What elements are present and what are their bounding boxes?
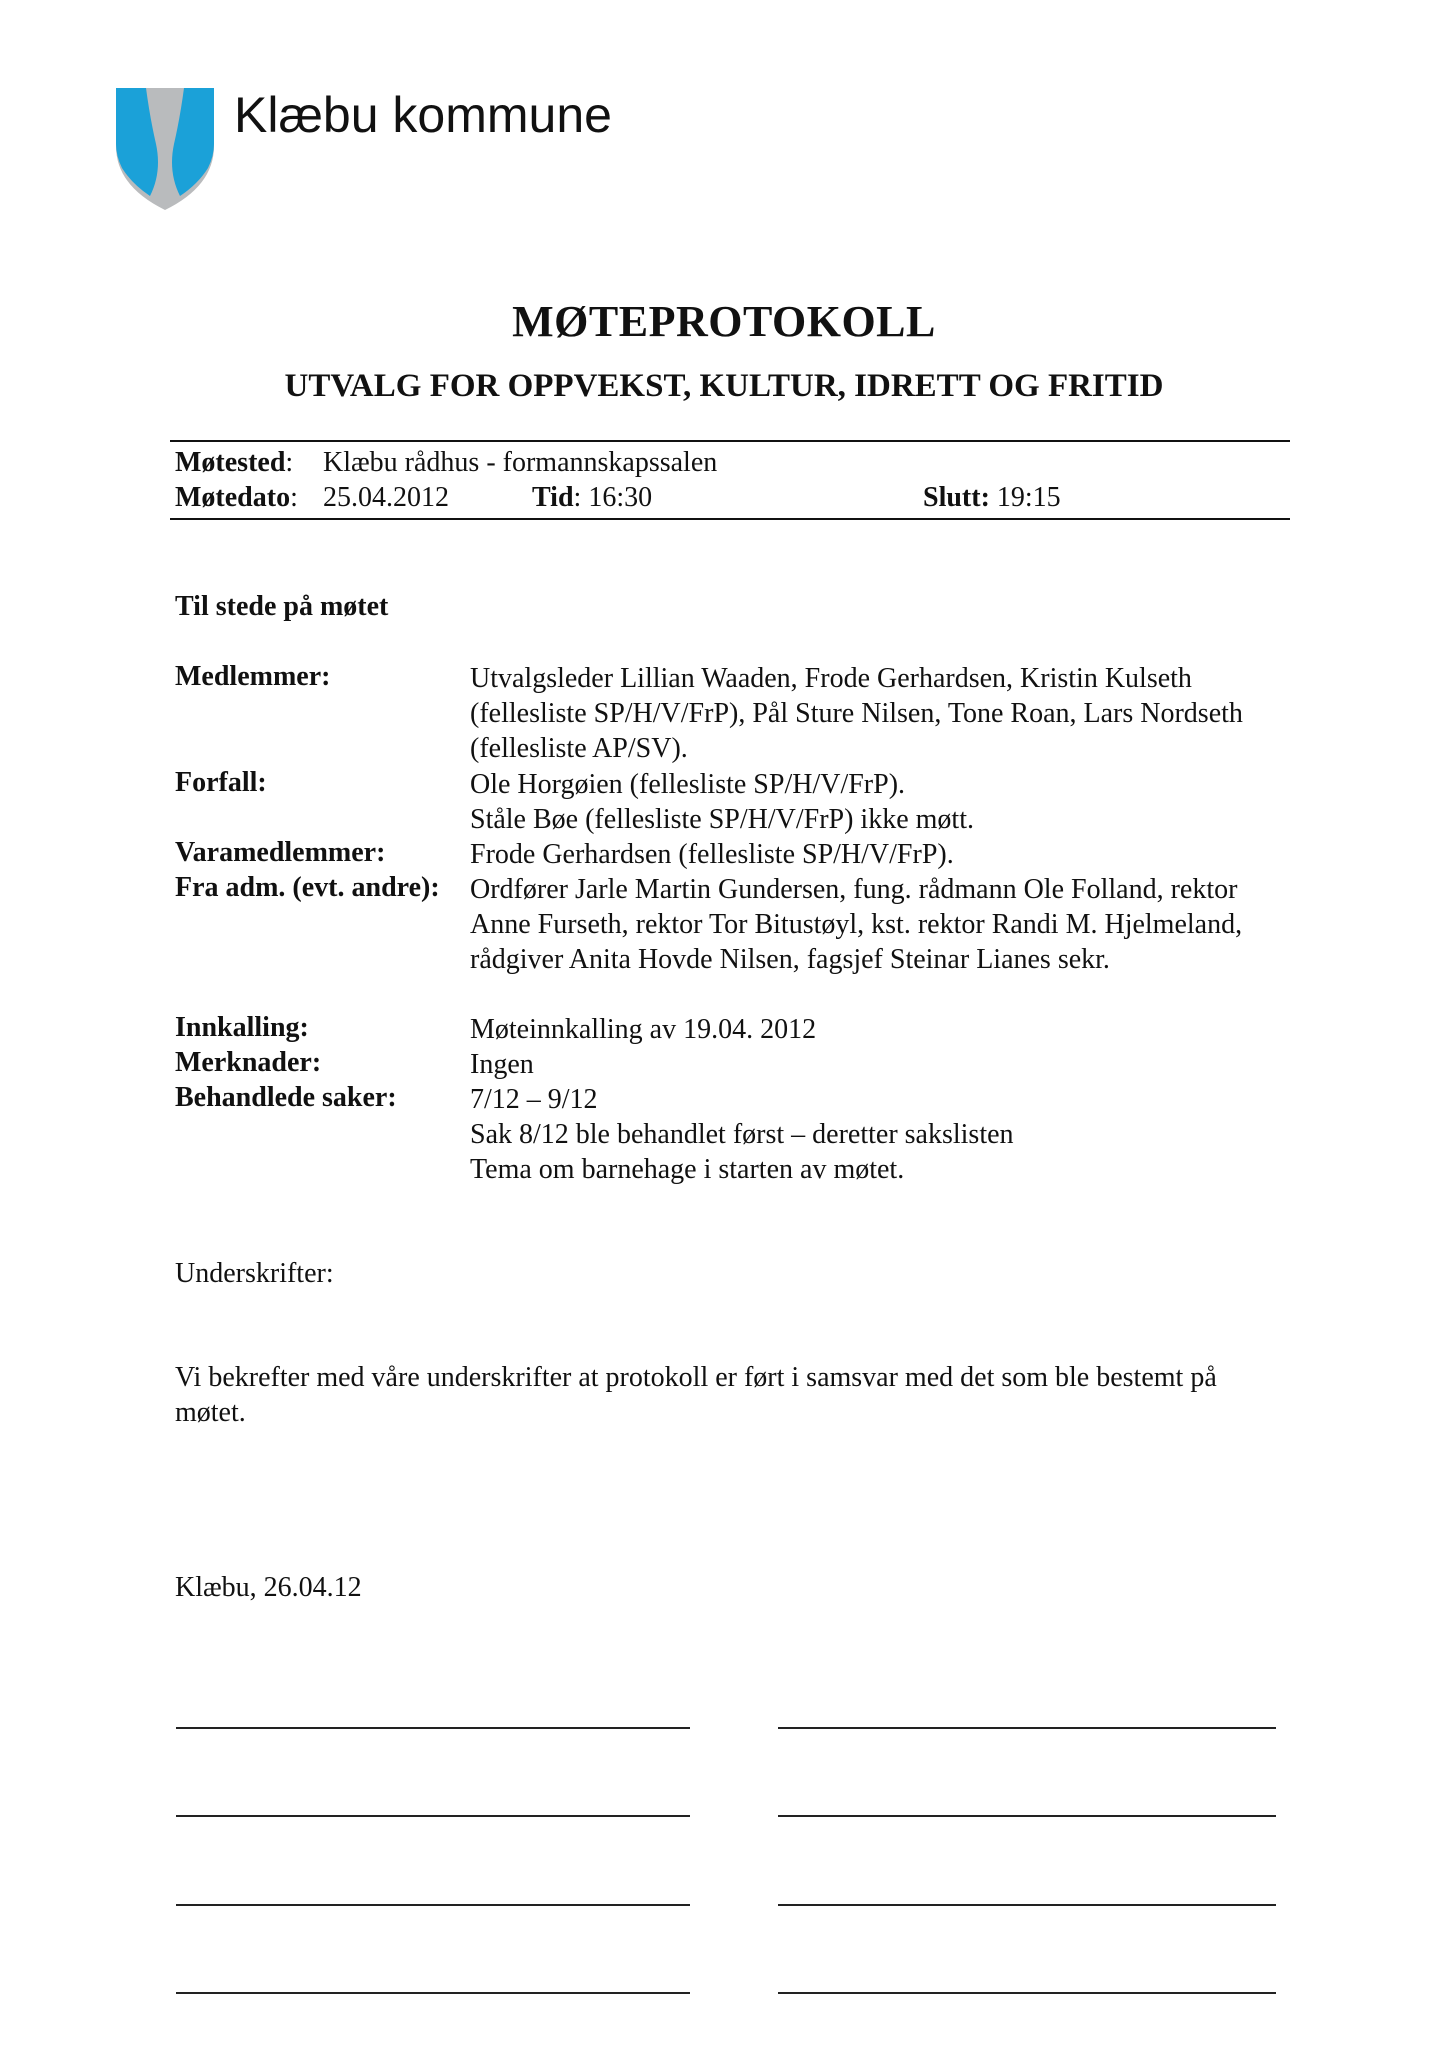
deputies-label: Varamedlemmer:: [175, 837, 386, 868]
signature-line: [176, 1815, 690, 1817]
signature-line: [176, 1727, 690, 1729]
signature-line: [778, 1904, 1276, 1906]
cases-line-2: Sak 8/12 ble behandlet først – deretter sakslisten: [470, 1119, 1014, 1150]
meeting-date-row: Møtedato: 25.04.2012 Tid: 16:30 Slutt: 19:15: [175, 482, 1061, 513]
summons-label: Innkalling:: [175, 1012, 309, 1043]
meeting-place-row: Møtested: Klæbu rådhus - formannskapssalen: [175, 447, 718, 478]
committee-name: UTVALG FOR OPPVEKST, KULTUR, IDRETT OG FRITID: [284, 368, 1164, 404]
admin-text: Ordfører Jarle Martin Gundersen, fung. rådmann Ole Folland, rektor Anne Furseth, rektor Tor Bitustøyl, kst. rektor Randi M. Hjelmeland, rådgiver Anita Hovde Nilsen, fagsjef Steinar Lianes sekr.: [470, 874, 1243, 975]
meeting-date-value: 25.04.2012: [323, 482, 449, 513]
signature-line: [778, 1992, 1276, 1994]
signatures-statement: Vi bekrefter med våre underskrifter at protokoll er ført i samsvar med det som ble bestemt på møtet.: [175, 1362, 1217, 1428]
municipality-crest-logo: [110, 84, 220, 212]
signature-line: [778, 1815, 1276, 1817]
top-rule: [170, 440, 1290, 442]
meeting-date-label: Møtedato: [175, 482, 291, 513]
cases-line-1: 7/12 – 9/12: [470, 1084, 598, 1115]
place-date: Klæbu, 26.04.12: [175, 1572, 362, 1603]
admin-label: Fra adm. (evt. andre):: [175, 872, 440, 903]
signature-line: [778, 1727, 1276, 1729]
signature-line: [176, 1992, 690, 1994]
deputies-text: Frode Gerhardsen (fellesliste SP/H/V/FrP).: [470, 839, 954, 870]
bottom-rule: [170, 518, 1290, 520]
meeting-time-label: Tid: [532, 482, 574, 513]
meeting-end-label: Slutt:: [923, 482, 990, 513]
absent-line-1: Ole Horgøien (fellesliste SP/H/V/FrP).: [470, 769, 906, 800]
meeting-end: [923, 482, 1061, 514]
meeting-time: Tid: 16:30: [532, 482, 653, 513]
signature-line: [176, 1904, 690, 1906]
cases-label: Behandlede saker:: [175, 1082, 397, 1113]
attendance-heading: Til stede på møtet: [175, 591, 389, 622]
remarks-value: Ingen: [470, 1049, 534, 1080]
cases-line-3: Tema om barnehage i starten av møtet.: [470, 1154, 905, 1185]
document-title: MØTEPROTOKOLL: [512, 297, 936, 346]
meeting-place-label: Møtested: [175, 447, 286, 478]
absent-label: Forfall:: [175, 767, 267, 798]
summons-value: Møteinnkalling av 19.04. 2012: [470, 1014, 817, 1045]
absent-line-2: Ståle Bøe (fellesliste SP/H/V/FrP) ikke møtt.: [470, 804, 974, 835]
members-text: Utvalgsleder Lillian Waaden, Frode Gerhardsen, Kristin Kulseth (fellesliste SP/H/V/FrP), Pål Sture Nilsen, Tone Roan, Lars Nordseth (fellesliste AP/SV).: [470, 663, 1243, 764]
meeting-place-value: Klæbu rådhus - formannskapssalen: [323, 447, 718, 478]
signatures-heading: Underskrifter:: [175, 1258, 334, 1289]
remarks-label: Merknader:: [175, 1047, 322, 1078]
municipality-name: Klæbu kommune: [234, 87, 612, 143]
meeting-end-value: 19:15: [996, 482, 1061, 513]
members-label: Medlemmer:: [175, 661, 331, 692]
meeting-time-value: 16:30: [588, 482, 653, 513]
